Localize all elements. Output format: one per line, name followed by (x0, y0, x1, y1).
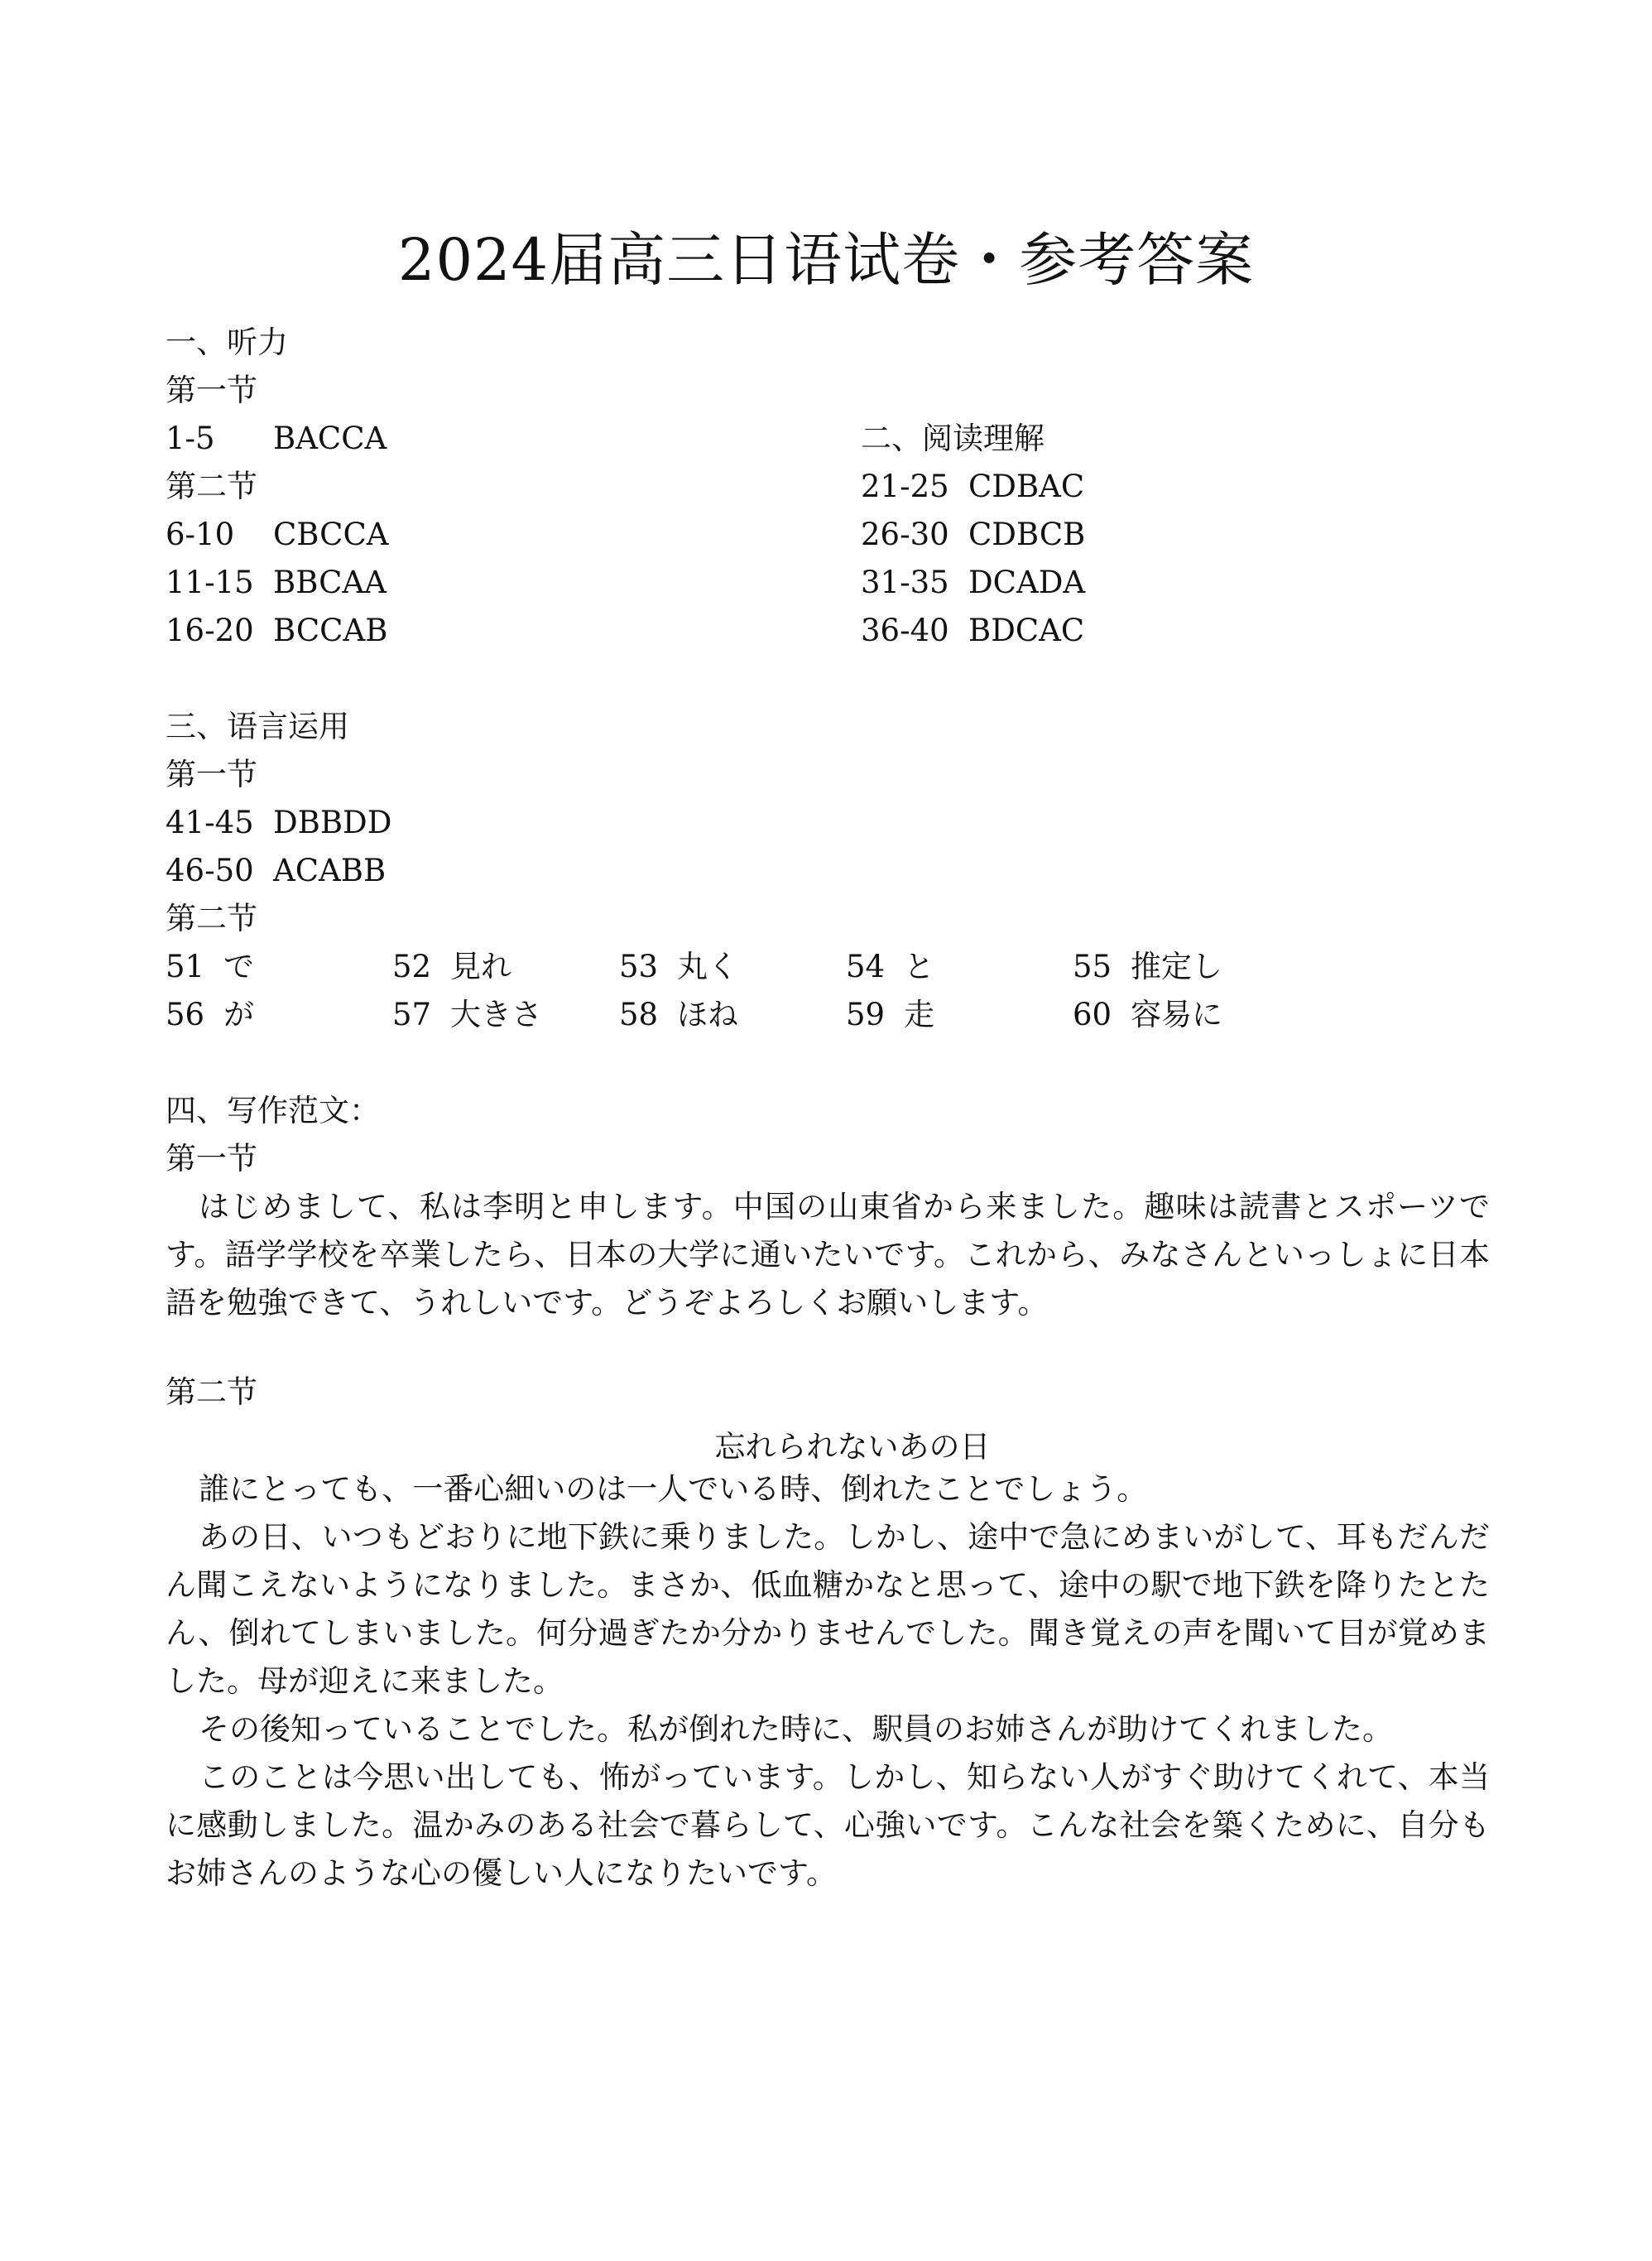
fill-answer (392, 949, 511, 985)
answer-row (861, 469, 1084, 505)
answer-row (166, 613, 387, 649)
essay1-paragraph: はじめまして、私は李明と申します。中国の山東省から来ました。趣味は読書とスポーツです。語学学校を卒業したら、日本の大学に通いたいです。これから、みなさんといっしょに日本語を勉強できて、うれしいです。どうぞよろしくお願いします。 (166, 1189, 1490, 1321)
answer-row (166, 565, 387, 601)
answer-range: 6-10 (166, 517, 235, 552)
essay2-title: 忘れられないあの日 (714, 1429, 991, 1465)
fill-answer (846, 949, 934, 985)
fill-value: 見れ (450, 949, 511, 984)
fill-value: 容易に (1131, 997, 1222, 1032)
writing-part1-label: 第一节 (166, 1141, 257, 1176)
answer-range: 46-50 (166, 853, 254, 888)
fill-number: 51 (166, 949, 205, 984)
section-heading-language-use: 三、语言运用 (166, 709, 349, 744)
answer-value: CBCCA (273, 517, 389, 552)
answer-range: 26-30 (861, 517, 949, 552)
fill-value: 大きさ (450, 997, 542, 1032)
answer-range: 41-45 (166, 805, 254, 840)
answer-value: BDCAC (968, 613, 1085, 648)
answer-value: BBCAA (273, 565, 387, 600)
answer-row (166, 853, 386, 889)
answer-row (166, 517, 389, 553)
answer-row (166, 421, 387, 457)
answer-value: CDBAC (968, 469, 1085, 504)
listening-part1-label: 第一节 (166, 373, 257, 408)
answer-range: 1-5 (166, 421, 215, 456)
fill-value: 走 (904, 997, 934, 1032)
fill-number: 60 (1073, 997, 1112, 1032)
fill-number: 59 (846, 997, 886, 1032)
answer-row (861, 517, 1085, 553)
answer-value: BACCA (273, 421, 387, 456)
fill-answer (846, 997, 934, 1033)
answer-value: BCCAB (273, 613, 388, 648)
fill-number: 52 (392, 949, 432, 984)
writing-part2-label: 第二节 (166, 1374, 257, 1410)
fill-number: 54 (846, 949, 886, 984)
fill-value: 丸く (677, 949, 738, 984)
answer-value: ACABB (273, 853, 387, 888)
fill-answer (1073, 997, 1222, 1033)
answer-row (861, 613, 1084, 649)
answer-value: DBBDD (273, 805, 392, 840)
fill-answer (166, 997, 254, 1033)
listening-part2-label: 第二节 (166, 469, 257, 504)
answer-range: 21-25 (861, 469, 949, 504)
answer-range: 11-15 (166, 565, 254, 600)
answer-value: CDBCB (968, 517, 1086, 552)
language-part2-label: 第二节 (166, 901, 257, 936)
fill-answer (619, 949, 738, 985)
fill-number: 58 (619, 997, 659, 1032)
section-heading-listening: 一、听力 (166, 325, 288, 360)
answer-row (166, 805, 391, 841)
section-heading-writing: 四、写作范文： (166, 1093, 380, 1128)
section-heading-reading: 二、阅读理解 (861, 421, 1045, 456)
answer-range: 36-40 (861, 613, 949, 648)
answer-value: DCADA (968, 565, 1086, 600)
fill-value: ほね (677, 997, 738, 1032)
fill-number: 55 (1073, 949, 1112, 984)
fill-number: 53 (619, 949, 659, 984)
essay2-paragraph: あの日、いつもどおりに地下鉄に乗りました。しかし、途中で急にめまいがして、耳もだんだん聞こえないようになりました。まさか、低血糖かなと思って、途中の駅で地下鉄を降りたとたん、倒れてしまいました。何分過ぎたか分かりませんでした。聞き覚えの声を聞いて目が覚めました。母が迎えに来ました。 (166, 1519, 1490, 1699)
essay2-paragraph: 誰にとっても、一番心細いのは一人でいる時、倒れたことでしょう。 (199, 1471, 1148, 1507)
page-title: 2024届高三日语试卷・参考答案 (397, 226, 1255, 294)
fill-value: で (223, 949, 254, 984)
essay2-paragraph: その後知っていることでした。私が倒れた時に、駅員のお姉さんが助けてくれました。 (199, 1711, 1393, 1747)
answer-range: 31-35 (861, 565, 949, 600)
fill-number: 57 (392, 997, 432, 1032)
language-part1-label: 第一节 (166, 757, 257, 792)
essay2-paragraph: このことは今思い出しても、怖がっています。しかし、知らない人がすぐ助けてくれて、本当に感動しました。温かみのある社会で暮らして、心強いです。こんな社会を築くために、自分もお姉さんのような心の優しい人になりたいです。 (166, 1759, 1490, 1891)
fill-answer (392, 997, 542, 1033)
answer-row (861, 565, 1085, 601)
answer-range: 16-20 (166, 613, 254, 648)
fill-answer (1073, 949, 1222, 985)
fill-answer (166, 949, 254, 985)
fill-answer (619, 997, 738, 1033)
fill-value: 推定し (1131, 949, 1222, 984)
fill-number: 56 (166, 997, 205, 1032)
fill-value: と (904, 949, 934, 984)
fill-value: が (223, 997, 254, 1032)
